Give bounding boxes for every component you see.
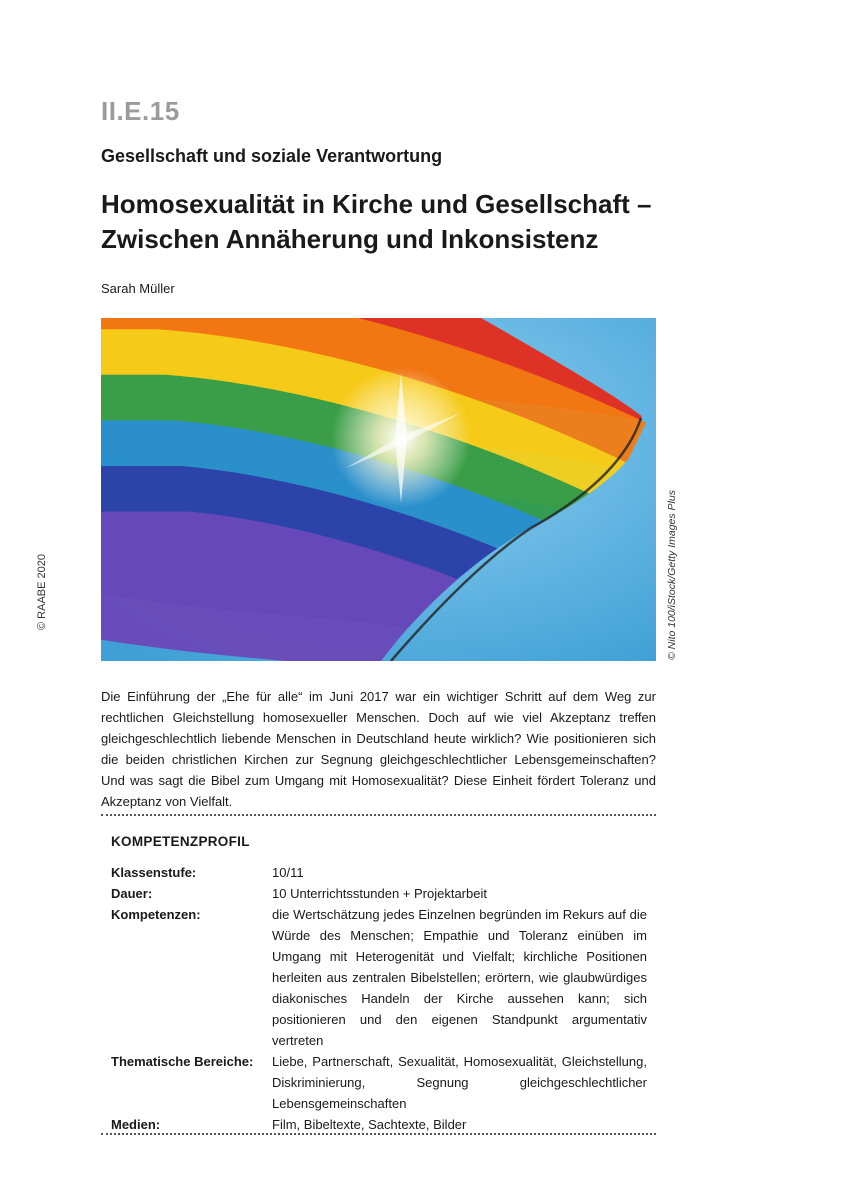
kp-row-dauer	[111, 883, 647, 904]
kp-value: 10 Unterrichtsstunden + Projektarbeit	[272, 886, 487, 901]
kp-value: Film, Bibeltexte, Sachtexte, Bilder	[272, 1117, 467, 1132]
kp-row-klassenstufe	[111, 862, 647, 883]
subject-heading: Gesellschaft und soziale Verantwortung	[101, 146, 443, 166]
kp-value: 10/11	[272, 865, 304, 880]
kp-value: Liebe, Partnerschaft, Sexualität, Homosexualität, Gleichstellung, Diskriminierung, Segnung gleichgeschlechtlicher Lebensgemeinschaften	[272, 1054, 647, 1111]
intro-paragraph: Die Einführung der „Ehe für alle“ im Juni 2017 war ein wichtiger Schritt auf dem Weg zur rechtlichen Gleichstellung homosexueller Menschen. Doch auf wie viel Akzeptanz treffen gleichgeschlechtlich liebende Menschen in Deutschland heute wirklich? Wie positionieren sich die beiden christlichen Kirchen zur Segnung gleichgeschlechtlicher Lebensgemeinschaften? Und was sagt die Bibel zum Umgang mit Homosexualität? Diese Einheit fördert Toleranz und Akzeptanz von Vielfalt.	[101, 689, 656, 809]
rainbow-flag-photo	[101, 318, 656, 661]
kp-label: Dauer:	[111, 886, 153, 901]
copyright-note: © RAABE 2020	[36, 554, 48, 630]
kp-row-medien	[111, 1114, 647, 1135]
flag-illustration	[101, 318, 656, 661]
kp-label: Klassenstufe:	[111, 865, 197, 880]
kompetenzprofil-table	[111, 862, 647, 1135]
kp-label: Thematische Bereiche:	[111, 1054, 254, 1069]
kp-row-thematische-bereiche	[111, 1051, 647, 1114]
page-title	[101, 187, 701, 257]
title-line-2: Zwischen Annäherung und Inkonsistenz	[101, 224, 599, 254]
kp-label: Kompetenzen:	[111, 907, 201, 922]
kp-row-kompetenzen	[111, 904, 647, 1051]
photo-credit: © Nito 100/iStock/Getty Images Plus	[666, 490, 678, 660]
kp-label: Medien:	[111, 1117, 161, 1132]
divider-top	[101, 814, 656, 816]
unit-code: II.E.15	[101, 96, 180, 126]
divider-bottom	[101, 1133, 656, 1135]
title-line-1: Homosexualität in Kirche und Gesellschaft –	[101, 189, 652, 219]
kompetenzprofil-heading: KOMPETENZPROFIL	[111, 834, 250, 849]
author: Sarah Müller	[101, 281, 175, 296]
kp-value: die Wertschätzung jedes Einzelnen begründen im Rekurs auf die Würde des Menschen; Empathie und Toleranz einüben im Umgang mit Heterogenität und Vielfalt; kirchliche Positionen herleiten aus zentralen Bibelstellen; erörtern, wie glaubwürdiges diakonisches Handeln der Kirche aussehen kann; sich positionieren und den eigenen Standpunkt argumentativ vertreten	[272, 907, 647, 1048]
